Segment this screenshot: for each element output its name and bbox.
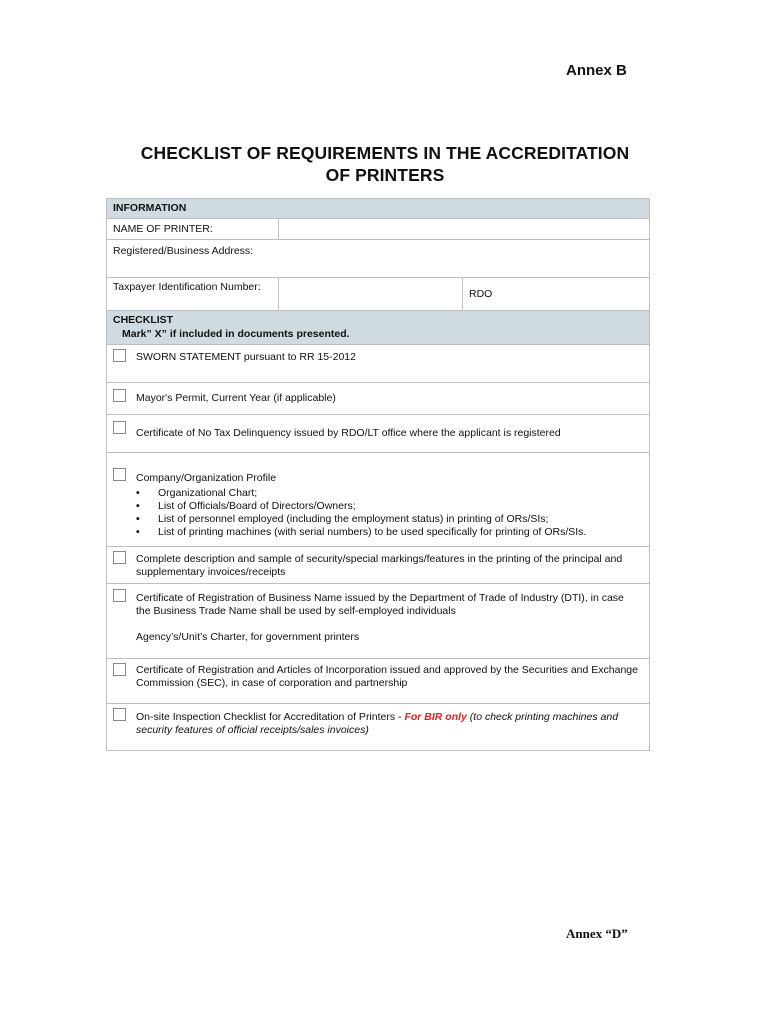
- checkbox-description[interactable]: [113, 551, 126, 564]
- checkbox-dti[interactable]: [113, 589, 126, 602]
- page-title: [100, 142, 670, 186]
- mayors-permit-text: Mayor's Permit, Current Year (if applicable): [136, 392, 336, 404]
- list-item: • List of personnel employed (including the employment status) in printing of ORs/SIs;: [158, 513, 641, 526]
- no-tax-text: Certificate of No Tax Delinquency issued by RDO/LT office where the applicant is registered: [136, 427, 561, 439]
- sec-text: Certificate of Registration and Articles of Incorporation issued and approved by the Securities and Exchange Commission (SEC), in case of corporation and partnership: [136, 664, 638, 689]
- tin-row: [107, 278, 649, 311]
- tin-field[interactable]: [279, 278, 463, 310]
- checklist-instruction: Mark” X” if included in documents presented.: [122, 328, 350, 340]
- dti-text: Certificate of Registration of Business Name issued by the Department of Trade of Industry (DTI), in case the Business Trade Name shall be used by self-employed individuals: [136, 592, 624, 617]
- sworn-text: SWORN STATEMENT pursuant to RR 15-2012: [136, 351, 356, 363]
- address-field[interactable]: [107, 240, 649, 277]
- list-item: • List of printing machines (with serial numbers) to be used specifically for printing of ORs/SIs.: [158, 526, 641, 539]
- checklist-item-company-profile: [107, 453, 649, 547]
- description-text: Complete description and sample of security/special markings/features in the printing of the principal and supplementary invoices/receipts: [136, 553, 623, 578]
- checkbox-no-tax[interactable]: [113, 421, 126, 434]
- checkbox-sec[interactable]: [113, 663, 126, 676]
- for-bir-only-note: For BIR only: [404, 711, 467, 723]
- checklist-item-dti: [107, 584, 649, 659]
- checklist-item-sworn: [107, 345, 649, 383]
- tin-label: Taxpayer Identification Number:: [107, 278, 279, 310]
- annex-footer-label: Annex “D”: [566, 926, 628, 941]
- onsite-text-note: (to check printing machines and security features of official receipts/sales invoices): [136, 711, 619, 736]
- title-line-2: OF PRINTERS: [325, 165, 445, 185]
- checklist-header: [107, 311, 649, 345]
- checkbox-company-profile[interactable]: [113, 468, 126, 481]
- printer-name-row: [107, 219, 649, 240]
- checklist-item-mayors-permit: [107, 383, 649, 415]
- checklist-title: CHECKLIST: [113, 314, 174, 326]
- agency-charter-text: Agency’s/Unit’s Charter, for government printers: [136, 631, 360, 643]
- address-row: [107, 240, 649, 278]
- annex-label: Annex B: [566, 62, 627, 79]
- information-header: INFORMATION: [107, 199, 649, 219]
- title-line-1: CHECKLIST OF REQUIREMENTS IN THE ACCREDITATION: [140, 143, 630, 163]
- checkbox-onsite[interactable]: [113, 708, 126, 721]
- onsite-text: [136, 711, 641, 737]
- checkbox-mayors-permit[interactable]: [113, 389, 126, 402]
- onsite-text-main: On-site Inspection Checklist for Accreditation of Printers -: [136, 711, 405, 723]
- checklist-item-onsite: [107, 704, 649, 750]
- company-profile-text: Company/Organization Profile: [136, 472, 277, 484]
- profile-list: [136, 487, 641, 539]
- address-label: Registered/Business Address:: [113, 245, 254, 257]
- company-profile-block: [136, 472, 641, 539]
- checklist-item-description: [107, 547, 649, 584]
- rdo-field[interactable]: [463, 278, 649, 310]
- checklist-item-sec: [107, 659, 649, 704]
- rdo-label: RDO: [469, 287, 493, 300]
- requirements-form: [106, 198, 650, 751]
- list-item: • List of Officials/Board of Directors/Owners;: [158, 500, 641, 513]
- printer-name-field[interactable]: [279, 219, 649, 239]
- checkbox-sworn[interactable]: [113, 349, 126, 362]
- printer-name-label: NAME OF PRINTER:: [107, 219, 279, 239]
- checklist-item-no-tax: [107, 415, 649, 453]
- list-item: • Organizational Chart;: [158, 487, 641, 500]
